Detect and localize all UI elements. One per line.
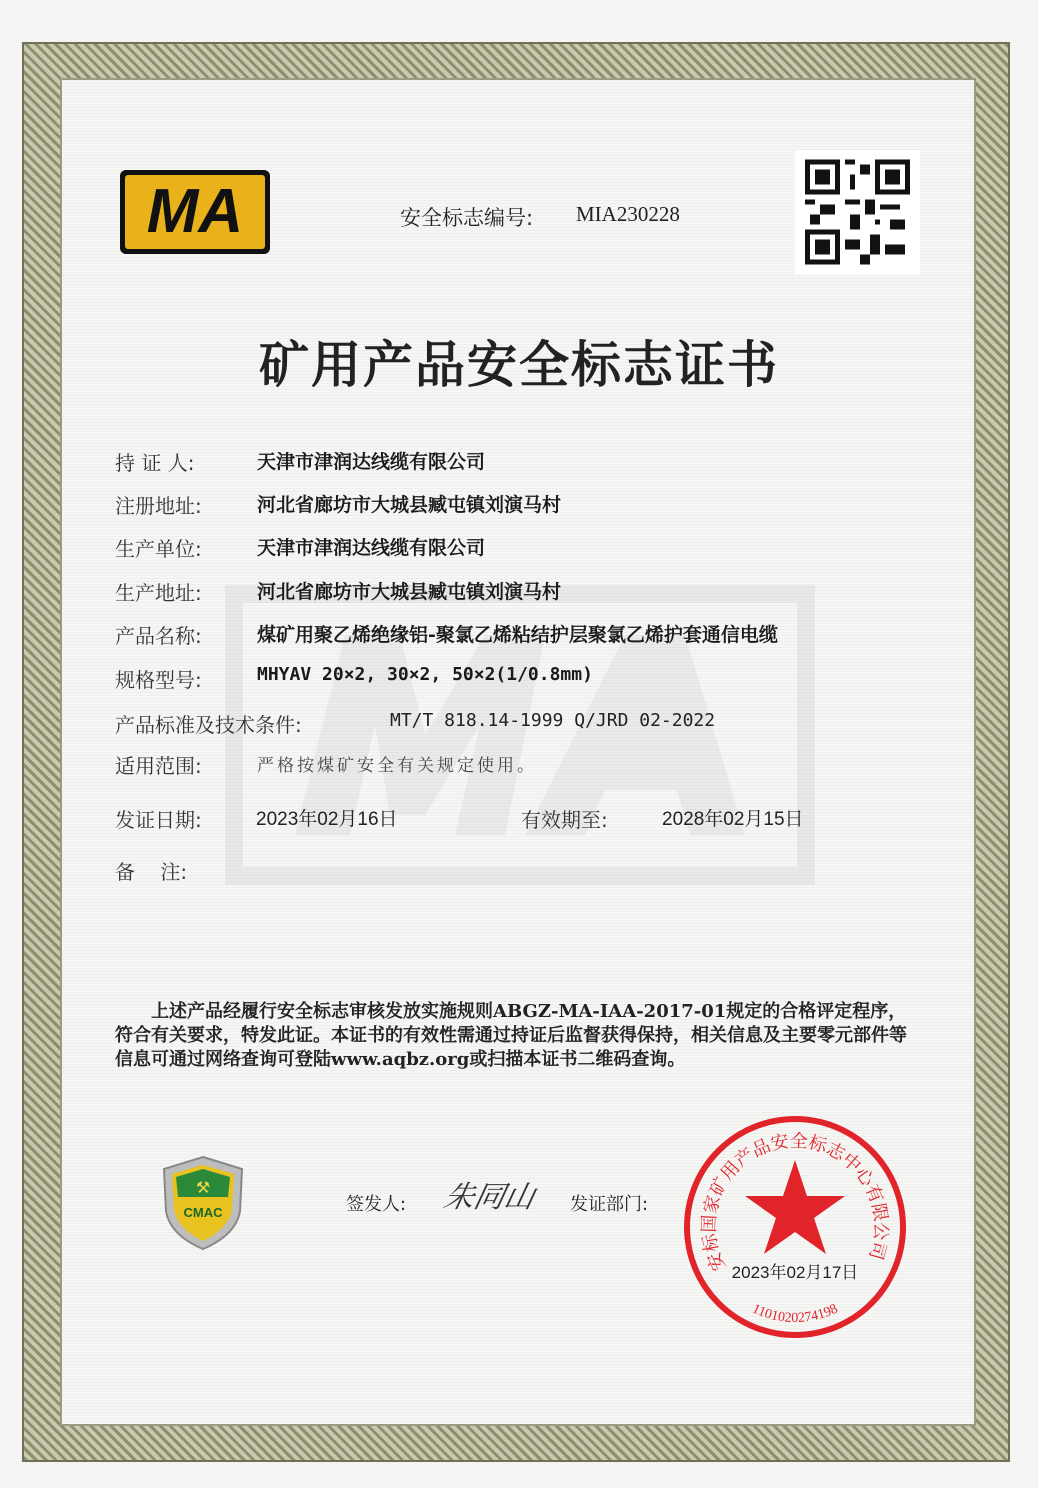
issuing-department-label: 发证部门: (570, 1194, 649, 1215)
page-title: 矿用产品安全标志证书 (259, 336, 779, 394)
field-label: 产品名称: (115, 624, 202, 648)
qr-code (795, 150, 920, 275)
signer-label: 签发人: (346, 1194, 407, 1215)
field-label: 生产单位: (115, 537, 202, 561)
issue-date-label: 发证日期: (115, 808, 202, 832)
field-label: 产品标准及技术条件: (115, 713, 302, 737)
remark-label: 备 注: (115, 860, 188, 884)
valid-until-date: 2028年02月15日 (662, 809, 804, 830)
svg-text:⚒: ⚒ (195, 1178, 211, 1197)
cert-number: MIA230228 (576, 202, 680, 226)
seal-code: 1101020274198 (749, 1301, 841, 1327)
seal-organization: 安标国家矿用产品安全标志中心有限公司 (698, 1130, 892, 1274)
issue-date: 2023年02月16日 (256, 809, 398, 830)
statement-paragraph: 上述产品经履行安全标志审核发放实施规则ABGZ-MA-IAA-2017-01规定的合格评定程序，符合有关要求，特发此证。本证书的有效性需通过持证后监督获得保持，相关信息及主要零元部件等信息可通过网络查询可登陆www.aqbz.org或扫描本证书二维码查询。 (115, 1001, 907, 1070)
field-value: 严格按煤矿安全有关规定使用。 (257, 756, 537, 776)
field-value: 河北省廊坊市大城县臧屯镇刘演马村 (257, 494, 562, 516)
field-label: 注册地址: (115, 494, 202, 518)
cmac-logo (160, 1155, 246, 1251)
field-label: 规格型号: (115, 668, 202, 692)
signature: 朱同山 (440, 1180, 538, 1215)
ma-logo: MA (120, 170, 270, 254)
field-label: 适用范围: (115, 754, 202, 778)
field-value: 天津市津润达线缆有限公司 (257, 451, 486, 473)
official-seal (680, 1112, 910, 1342)
field-value: 煤矿用聚乙烯绝缘铝-聚氯乙烯粘结护层聚氯乙烯护套通信电缆 (257, 624, 778, 646)
seal-date: 2023年02月17日 (731, 1263, 859, 1282)
svg-text:CMAC: CMAC (183, 1205, 223, 1220)
field-value: MHYAV 20×2, 30×2, 50×2(1/0.8mm) (257, 664, 593, 685)
field-value: 天津市津润达线缆有限公司 (257, 537, 486, 559)
valid-until-label: 有效期至: (521, 808, 608, 832)
field-label: 持 证 人: (115, 451, 195, 475)
cert-number-label: 安全标志编号: (400, 206, 534, 230)
field-value: MT/T 818.14-1999 Q/JRD 02-2022 (390, 710, 716, 731)
field-value: 河北省廊坊市大城县臧屯镇刘演马村 (257, 581, 562, 603)
field-label: 生产地址: (115, 581, 202, 605)
